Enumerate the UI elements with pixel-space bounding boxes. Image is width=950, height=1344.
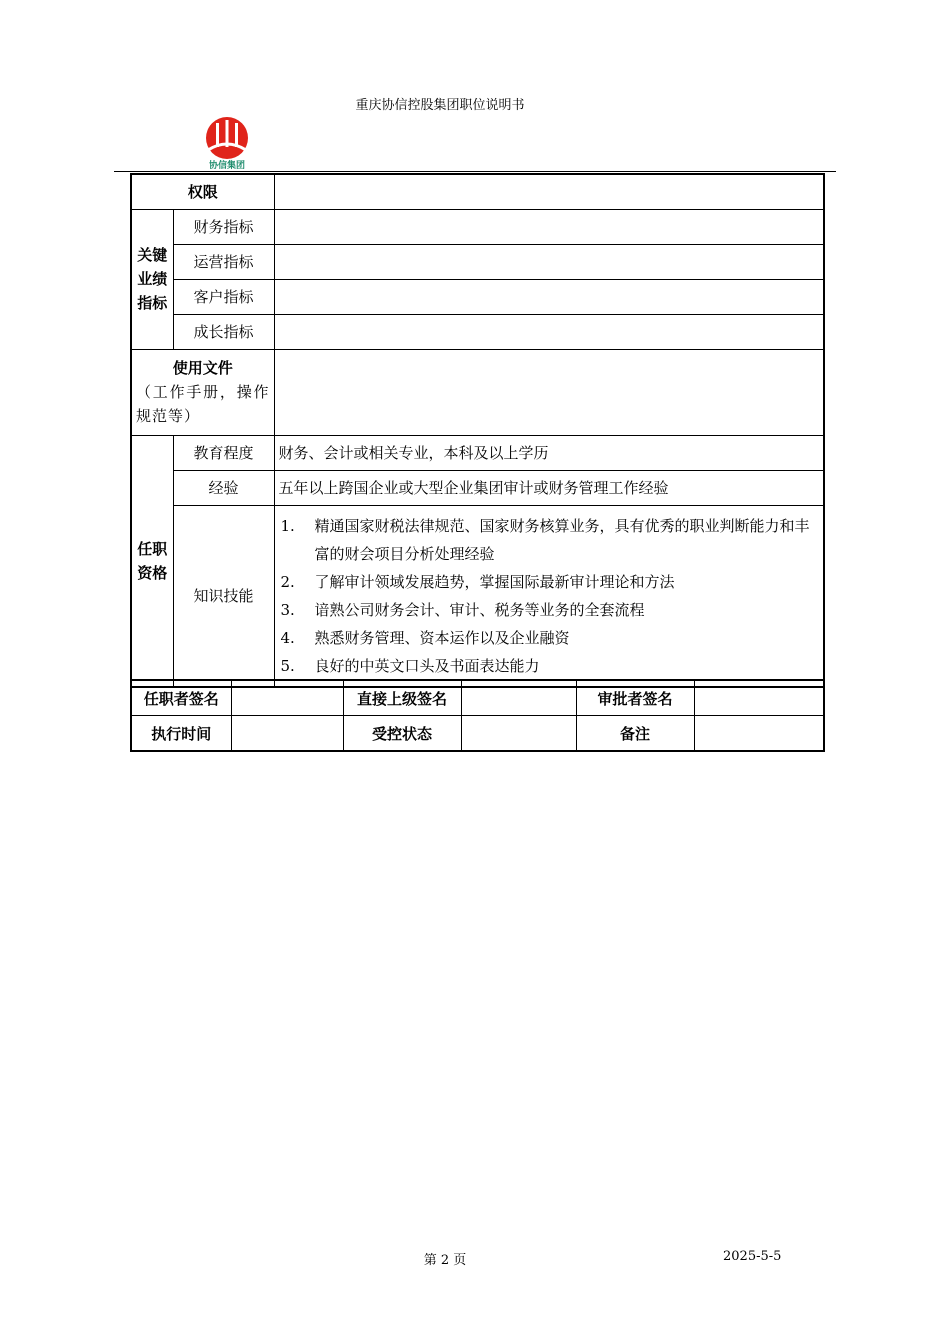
execution-time-label: 执行时间 xyxy=(131,716,231,752)
experience-row xyxy=(131,470,824,505)
remarks-field xyxy=(694,716,824,752)
kpi-row xyxy=(131,279,824,314)
supervisor-signature-label: 直接上级签名 xyxy=(343,680,461,716)
qualifications-label: 任职 资格 xyxy=(131,435,173,687)
education-row xyxy=(131,435,824,470)
logo-text: 协信集团 xyxy=(208,161,245,171)
list-item: 2. 了解审计领域发展趋势，掌握国际最新审计理论和方法 xyxy=(280,572,675,591)
skills-value xyxy=(274,505,824,687)
authority-row xyxy=(131,174,824,209)
status-row xyxy=(131,716,824,752)
list-item: 5. 良好的中英文口头及书面表达能力 xyxy=(280,656,540,675)
job-description-table xyxy=(130,173,825,688)
approver-signature-field xyxy=(694,680,824,716)
list-item: 1. 精通国家财税法律规范、国家财务核算业务，具有优秀的职业判断能力和丰富的财会项目分析处理经验 xyxy=(280,516,810,563)
kpi-customer-label: 客户指标 xyxy=(173,279,274,314)
kpi-operation-label: 运营指标 xyxy=(173,244,274,279)
execution-time-field xyxy=(231,716,343,752)
kpi-customer-value xyxy=(274,279,824,314)
kpi-financial-label: 财务指标 xyxy=(173,209,274,244)
kpi-row xyxy=(131,244,824,279)
list-item: 3. 谙熟公司财务会计、审计、税务等业务的全套流程 xyxy=(280,600,645,619)
experience-value: 五年以上跨国企业或大型企业集团审计或财务管理工作经验 xyxy=(274,470,824,505)
remarks-label: 备注 xyxy=(576,716,694,752)
page-number: 第 2 页 xyxy=(423,1253,467,1268)
control-status-field xyxy=(461,716,576,752)
kpi-label: 关键 业绩 指标 xyxy=(131,209,173,349)
footer-date: 2025-5-5 xyxy=(723,1249,782,1264)
approver-signature-label: 审批者签名 xyxy=(576,680,694,716)
kpi-row xyxy=(131,209,824,244)
kpi-growth-value xyxy=(274,314,824,349)
supervisor-signature-field xyxy=(461,680,576,716)
kpi-growth-label: 成长指标 xyxy=(173,314,274,349)
skills-list xyxy=(279,506,820,686)
document-title: 重庆协信控股集团职位说明书 xyxy=(355,98,525,113)
list-item: 4. 熟悉财务管理、资本运作以及企业融资 xyxy=(280,628,570,647)
experience-label: 经验 xyxy=(173,470,274,505)
skills-label: 知识技能 xyxy=(173,505,274,687)
skills-row xyxy=(131,505,824,687)
signature-table xyxy=(130,679,825,752)
documents-row xyxy=(131,349,824,435)
signature-row xyxy=(131,680,824,716)
kpi-operation-value xyxy=(274,244,824,279)
employee-signature-label: 任职者签名 xyxy=(131,680,231,716)
header-rule xyxy=(114,171,836,172)
documents-note: （工作手册，操作规范等） xyxy=(136,383,270,425)
documents-value xyxy=(274,349,824,435)
education-label: 教育程度 xyxy=(173,435,274,470)
employee-signature-field xyxy=(231,680,343,716)
kpi-financial-value xyxy=(274,209,824,244)
authority-value xyxy=(274,174,824,209)
documents-label xyxy=(131,349,274,435)
authority-label: 权限 xyxy=(131,174,274,209)
kpi-row xyxy=(131,314,824,349)
education-value: 财务、会计或相关专业，本科及以上学历 xyxy=(274,435,824,470)
documents-title: 使用文件 xyxy=(172,359,233,377)
control-status-label: 受控状态 xyxy=(343,716,461,752)
